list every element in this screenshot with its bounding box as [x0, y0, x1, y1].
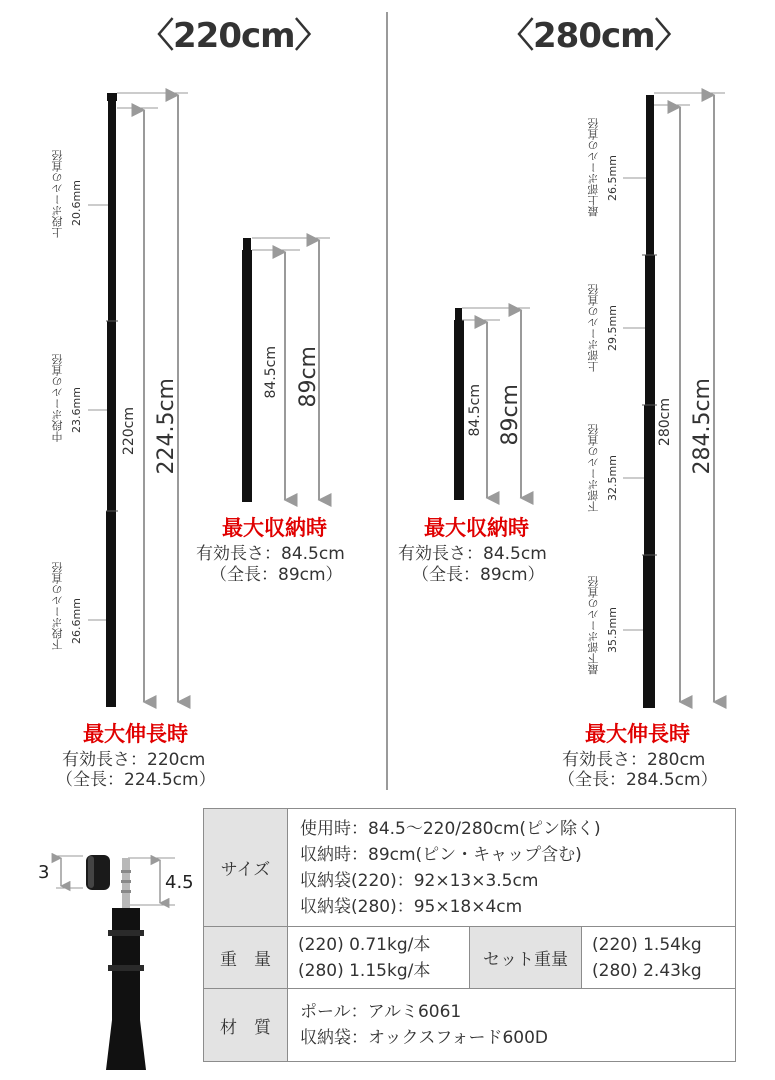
pole-280-stored: [454, 308, 464, 500]
p2-pole-label: 上部ポールの直径: [587, 284, 600, 372]
stored-280-total: 89cm: [498, 384, 523, 446]
set-weight-values: [582, 927, 736, 989]
top-pole-diameter: 20.6mm: [70, 180, 83, 226]
pole-280-extended: [642, 95, 657, 708]
mid-pole-label: 中段ポールの直径: [51, 354, 64, 442]
stored-220-effective-line: 有効長さ：84.5cm: [196, 544, 345, 564]
pole-220-extended: [106, 93, 118, 707]
p4-pole-label: 最下部ポールの直径: [587, 576, 600, 675]
spec-row-material: [204, 989, 736, 1062]
length-220-effective: 220cm: [121, 407, 137, 456]
p4-pole-diameter: 35.5mm: [606, 607, 619, 653]
extended-280-effective-line: 有効長さ：280cm: [562, 750, 706, 770]
length-280-total: 284.5cm: [690, 378, 715, 475]
bottom-pole-diameter: 26.6mm: [70, 598, 83, 644]
title-220: 〈220cm〉: [140, 16, 328, 56]
size-header: サイズ: [204, 809, 288, 927]
extended-280-total-line: （全長：284.5cm）: [558, 770, 718, 790]
length-280-effective: 280cm: [657, 398, 673, 447]
length-220-total: 224.5cm: [154, 378, 179, 475]
spec-table: [203, 808, 736, 1062]
cap-height-label: 3: [38, 862, 50, 883]
weight-header: 重 量: [204, 927, 288, 989]
p3-pole-diameter: 32.5mm: [606, 455, 619, 501]
top-pole-label: 上段ポールの直径: [51, 150, 64, 238]
stored-280-title: 最大収納時: [424, 516, 529, 540]
p3-pole-label: 下部ポールの直径: [587, 424, 600, 512]
extended-220-effective-line: 有効長さ：220cm: [62, 750, 206, 770]
stored-220-effective: 84.5cm: [263, 346, 279, 399]
size-line: 収納時：89cm(ピン・キャップ含む): [300, 844, 582, 865]
cap-pin-detail: [56, 855, 175, 1070]
weight-line: (280) 1.15kg/本: [298, 960, 431, 981]
stored-280-effective: 84.5cm: [467, 384, 483, 437]
spec-row-size: [204, 809, 736, 927]
pole-220-stored: [242, 238, 252, 502]
p1-pole-label: 最上部ポールの直径: [587, 118, 600, 217]
material-line: 収納袋：オックスフォード600D: [300, 1028, 549, 1048]
stored-280-total-line: （全長：89cm）: [412, 565, 545, 585]
weight-values: [288, 927, 470, 989]
weight-line: (220) 0.71kg/本: [298, 934, 431, 955]
extended-220-title: 最大伸長時: [83, 722, 188, 746]
mid-pole-diameter: 23.6mm: [70, 387, 83, 433]
material-header: 材 質: [204, 989, 288, 1062]
stored-220-total: 89cm: [296, 346, 321, 408]
spec-row-weight: [204, 927, 736, 989]
material-values: [288, 989, 736, 1062]
size-line: 収納袋(220)：92×13×3.5cm: [300, 870, 539, 891]
bottom-pole-label: 下段ポールの直径: [51, 562, 64, 650]
extended-220-total-line: （全長：224.5cm）: [56, 770, 216, 790]
title-280: 〈280cm〉: [500, 16, 688, 56]
p1-pole-diameter: 26.5mm: [606, 155, 619, 201]
pin-height-label: 4.5: [165, 872, 194, 893]
size-line: 収納袋(280)：95×18×4cm: [300, 896, 523, 917]
stored-220-title: 最大収納時: [222, 516, 327, 540]
material-line: ポール：アルミ6061: [300, 1002, 462, 1022]
size-line: 使用時：84.5～220/280cm(ピン除く): [300, 818, 601, 839]
stored-220-total-line: （全長：89cm）: [210, 565, 343, 585]
extended-280-title: 最大伸長時: [585, 722, 690, 746]
set-weight-line: (220) 1.54kg: [592, 934, 702, 955]
set-weight-header: セット重量: [470, 927, 582, 989]
stored-280-effective-line: 有効長さ：84.5cm: [398, 544, 547, 564]
set-weight-line: (280) 2.43kg: [592, 960, 702, 981]
size-values: [288, 809, 736, 927]
p2-pole-diameter: 29.5mm: [606, 305, 619, 351]
